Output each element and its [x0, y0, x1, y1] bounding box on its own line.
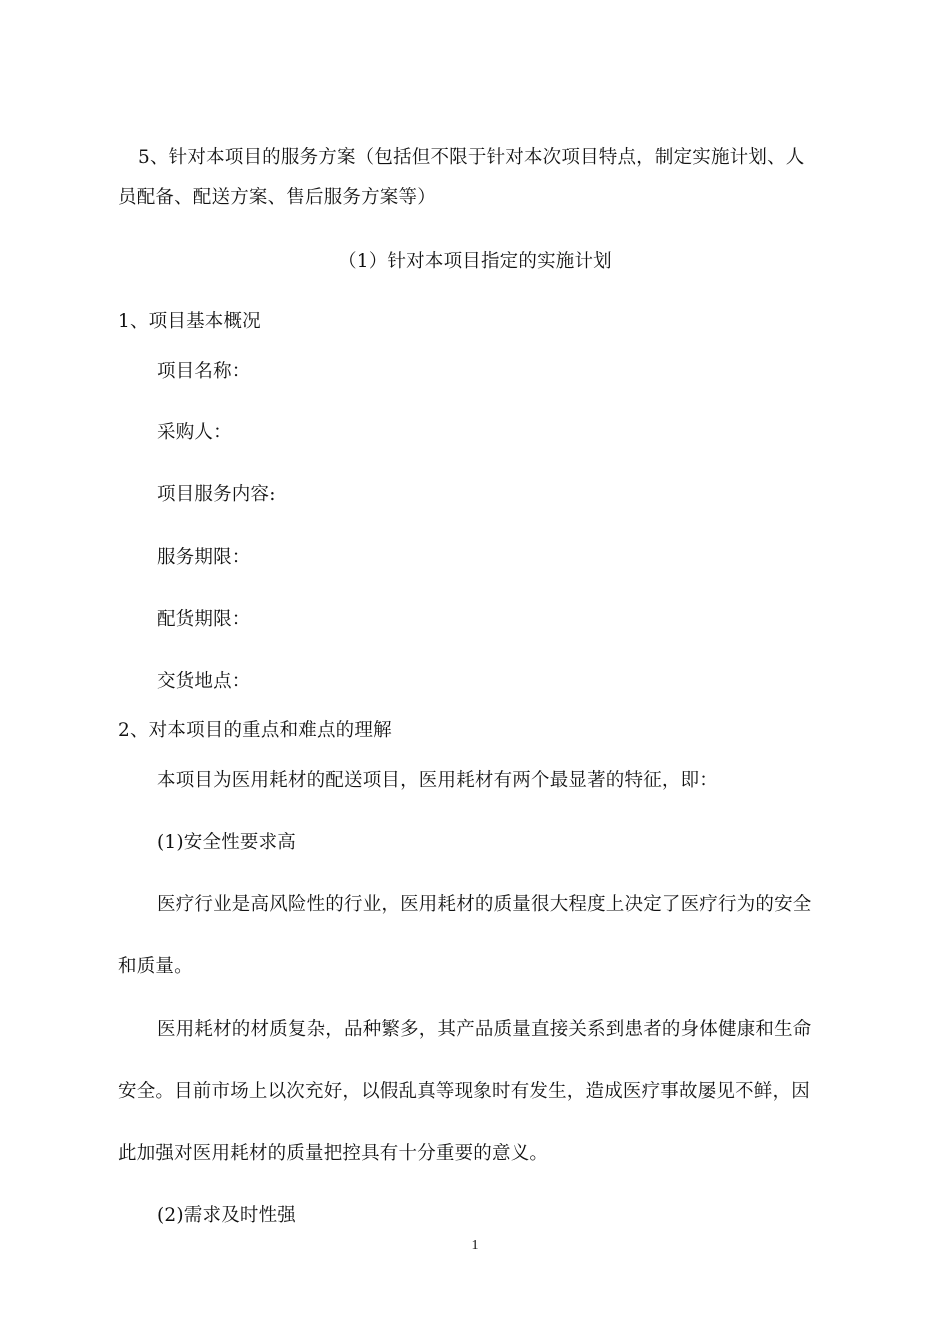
paragraph-2-line-3: 此加强对医用耗材的质量把控具有十分重要的意义。 [118, 1143, 549, 1164]
part1-heading: 1、项目基本概况 [118, 311, 261, 332]
field-service-period: 服务期限： [157, 547, 251, 568]
field-delivery-location: 交货地点： [157, 671, 251, 692]
paragraph-1-line-2: 和质量。 [118, 956, 193, 977]
field-delivery-period: 配货期限： [157, 609, 251, 630]
paragraph-2-line-2: 安全。目前市场上以次充好，以假乱真等现象时有发生，造成医疗事故屡见不鲜，因 [118, 1081, 810, 1102]
part2-intro: 本项目为医用耗材的配送项目，医用耗材有两个最显著的特征，即： [157, 770, 719, 791]
section-heading-line-1: 5、针对本项目的服务方案（包括但不限于针对本次项目特点，制定实施计划、人 [138, 147, 805, 168]
section-heading-line-2: 员配备、配送方案、售后服务方案等） [118, 187, 436, 208]
field-service-content: 项目服务内容: [157, 484, 276, 505]
part2-heading: 2、对本项目的重点和难点的理解 [118, 720, 392, 741]
point1-title: (1)安全性要求高 [157, 832, 297, 853]
field-purchaser: 采购人： [157, 422, 232, 443]
sub-heading: （1）针对本项目指定的实施计划 [338, 251, 612, 272]
point2-title: (2)需求及时性强 [157, 1205, 297, 1226]
field-project-name: 项目名称： [157, 361, 251, 382]
page-number: 1 [471, 1238, 479, 1253]
paragraph-1-line-1: 医疗行业是高风险性的行业，医用耗材的质量很大程度上决定了医疗行为的安全 [157, 894, 812, 915]
paragraph-2-line-1: 医用耗材的材质复杂，品种繁多，其产品质量直接关系到患者的身体健康和生命 [157, 1019, 812, 1040]
